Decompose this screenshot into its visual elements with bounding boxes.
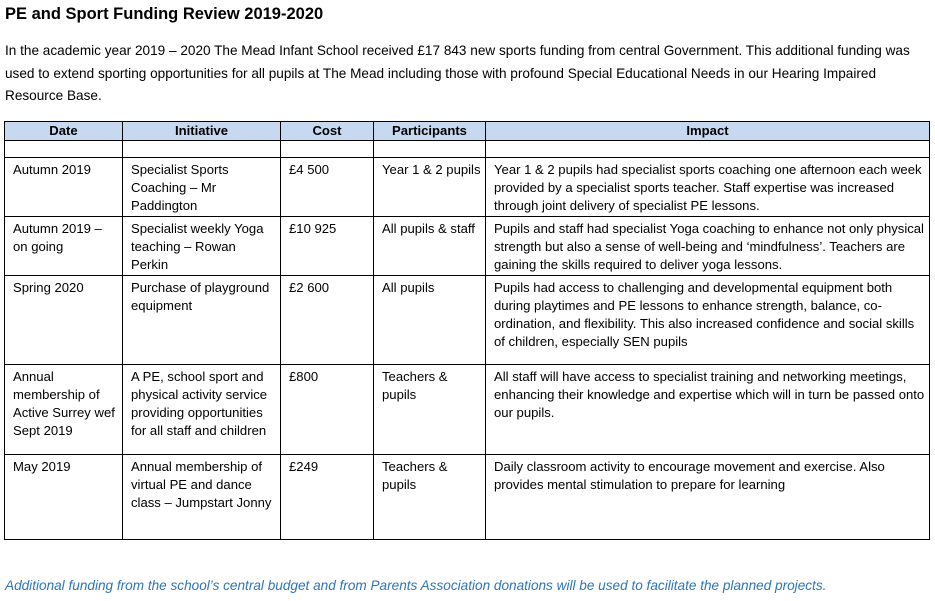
cell-cost: £10 925 [281, 217, 374, 276]
cell-participants: All pupils & staff [374, 217, 486, 276]
cell-participants: Teachers & pupils [374, 455, 486, 540]
table-row [5, 365, 930, 455]
table-cell-empty [486, 141, 930, 158]
cell-impact: Year 1 & 2 pupils had specialist sports coaching one afternoon each week provided by a specialist sports teacher. Staff expertise was increased through joint delivery of specialist PE lessons. [486, 158, 930, 217]
cell-participants: Year 1 & 2 pupils [374, 158, 486, 217]
cell-participants: Teachers & pupils [374, 365, 486, 455]
table-row [5, 158, 930, 217]
header-participants: Participants [374, 122, 486, 141]
cell-impact: Pupils had access to challenging and developmental equipment both during playtimes and PE lessons to enhance strength, balance, co-ordination, and flexibility. This also increased confidence and social skills of children, especially SEN pupils [486, 276, 930, 365]
table-row [5, 276, 930, 365]
header-cost: Cost [281, 122, 374, 141]
cell-date: Annual membership of Active Surrey wef Sept 2019 [5, 365, 123, 455]
footnote: Additional funding from the school’s central budget and from Parents Association donations will be used to facilitate the planned projects. [5, 578, 827, 593]
cell-initiative: Annual membership of virtual PE and dance class – Jumpstart Jonny [123, 455, 281, 540]
cell-date: Autumn 2019 [5, 158, 123, 217]
table-row [5, 217, 930, 276]
header-initiative: Initiative [123, 122, 281, 141]
cell-cost: £249 [281, 455, 374, 540]
cell-impact: Daily classroom activity to encourage movement and exercise. Also provides mental stimulation to prepare for learning [486, 455, 930, 540]
cell-cost: £800 [281, 365, 374, 455]
cell-cost: £2 600 [281, 276, 374, 365]
cell-date: May 2019 [5, 455, 123, 540]
cell-impact: All staff will have access to specialist training and networking meetings, enhancing their knowledge and expertise which will in turn be passed onto our pupils. [486, 365, 930, 455]
cell-initiative: Specialist weekly Yoga teaching – Rowan Perkin [123, 217, 281, 276]
funding-table [4, 121, 930, 540]
cell-participants: All pupils [374, 276, 486, 365]
cell-date: Spring 2020 [5, 276, 123, 365]
table-cell-empty [123, 141, 281, 158]
header-impact: Impact [486, 122, 930, 141]
cell-impact: Pupils and staff had specialist Yoga coaching to enhance not only physical strength but also a sense of well-being and ‘mindfulness’. Teachers are gaining the skills required to deliver yoga lessons. [486, 217, 930, 276]
cell-date: Autumn 2019 – on going [5, 217, 123, 276]
cell-initiative: Specialist Sports Coaching – Mr Paddington [123, 158, 281, 217]
intro-paragraph: In the academic year 2019 – 2020 The Mead Infant School received £17 843 new sports funding from central Government. This additional funding was used to extend sporting opportunities for all pupils at The Mead including those with profound Special Educational Needs in our Hearing Impaired Resource Base. [5, 43, 910, 104]
table-row [5, 455, 930, 540]
cell-initiative: Purchase of playground equipment [123, 276, 281, 365]
cell-initiative: A PE, school sport and physical activity service providing opportunities for all staff and children [123, 365, 281, 455]
table-header-row [5, 122, 930, 141]
header-date: Date [5, 122, 123, 141]
table-cell-empty [281, 141, 374, 158]
table-cell-empty [374, 141, 486, 158]
document-title: PE and Sport Funding Review 2019-2020 [5, 5, 324, 23]
cell-cost: £4 500 [281, 158, 374, 217]
table-cell-empty [5, 141, 123, 158]
table-spacer-row [5, 141, 930, 158]
